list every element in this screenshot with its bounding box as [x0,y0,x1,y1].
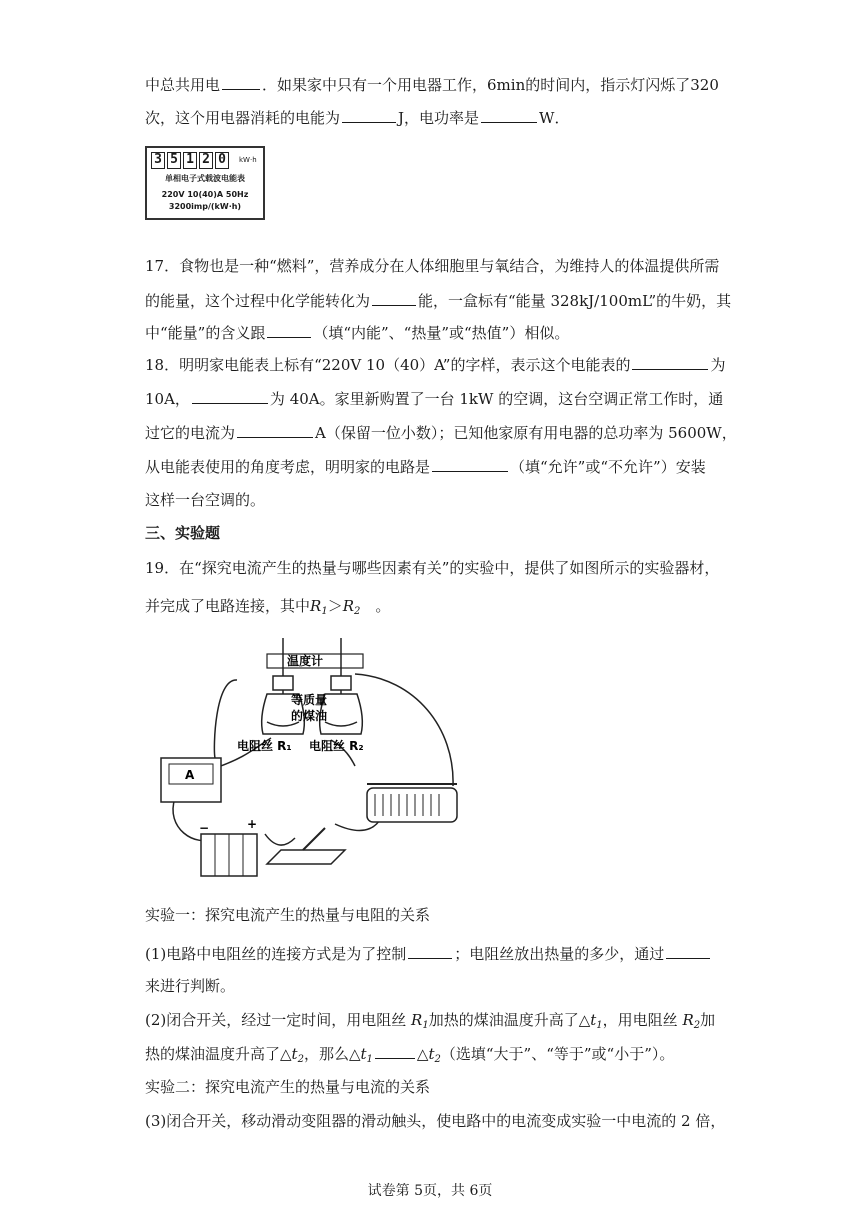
rheostat [367,784,457,822]
experiment-2-title: 实验二：探究电流产生的热量与电流的关系 [145,1078,431,1096]
q19-line-2: 并完成了电路连接，其中$R_1>R_2$ 。 [145,597,391,617]
p2-line-2: 热的煤油温度升高了$\triangle t_2$，那么$\triangle t_1$ $\triangle t_2$（选填“大于”、“等于”或“小于”）。 [145,1045,675,1065]
meter-digit: 5 [167,152,181,169]
blank [481,107,537,123]
q17-line-2: 的能量，这个过程中化学能转化为 能，一盒标有“能量 328kJ/100mL”的牛奶，其 [145,292,732,310]
blank [432,456,508,472]
meter-digits [151,152,229,169]
q16-line-1: 中总共用电 ．如果家中只有一个用电器工作，6min的时间内，指示灯闪烁了320 [145,76,719,94]
blank [372,290,416,306]
meter-digit: 3 [151,152,165,169]
q18-line-4: 从电能表使用的角度考虑，明明家的电路是 （填“允许”或“不允许”）安装 [145,458,706,476]
meter-digit: 0 [215,152,229,169]
q19-line-1: 19．在“探究电流产生的热量与哪些因素有关”的实验中，提供了如图所示的实验器材， [145,559,720,577]
blank [632,354,708,370]
battery [201,834,257,876]
experiment-1-title: 实验一：探究电流产生的热量与电阻的关系 [145,906,431,924]
meter-unit: kW·h [239,156,257,164]
q17-line-3: 中“能量”的含义跟 （填“内能”、“热量”或“热值”）相似。 [145,324,570,342]
blank [267,322,311,338]
blank [222,74,260,90]
p2-line-1: (2)闭合开关，经过一定时间，用电阻丝 $R_1$加热的煤油温度升高了$\triangle t_1$，用电阻丝 $R_2$加 [145,1011,716,1031]
blank [666,943,710,959]
ammeter [161,758,221,802]
experiment-circuit-figure [155,638,475,878]
meter-name: 单相电子式载波电能表 [165,174,245,183]
p1-line-2: 来进行判断。 [145,977,236,995]
meter-digit: 1 [183,152,197,169]
blank [192,388,268,404]
blank [408,943,452,959]
battery-minus: − [199,821,210,835]
section-heading: 三、实验题 [145,524,221,542]
blank [237,422,313,438]
energy-meter-image [145,146,265,220]
q18-line-1: 18．明明家电能表上标有“220V 10（40）A”的字样，表示这个电能表的 为 [145,356,726,374]
meter-digit: 2 [199,152,213,169]
switch [267,828,345,864]
meter-spec-1: 220V 10(40)A 50Hz [161,190,249,199]
q18-line-2: 10A， 为 40A。家里新购置了一台 1kW 的空调，这台空调正常工作时，通 [145,390,724,408]
wire-label-1: 电阻丝 R₁ [237,739,292,753]
oil-label-1: 等质量 [291,693,328,707]
wire-label-2: 电阻丝 R₂ [309,739,364,753]
meter-spec-2: 3200imp/(kW·h) [168,202,242,211]
ammeter-symbol: A [185,768,195,782]
blank [342,107,396,123]
q17-line-1: 17．食物也是一种“燃料”，营养成分在人体细胞里与氧结合，为维持人的体温提供所需 [145,257,720,275]
battery-plus: + [247,817,258,831]
blank [375,1043,415,1059]
p1-line-1: (1)电路中电阻丝的连接方式是为了控制 ；电阻丝放出热量的多少，通过 [145,943,725,964]
page-footer: 试卷第 5页，共 6页 [367,1183,493,1199]
q16-line-2: 次，这个用电器消耗的电能为 J，电功率是 W． [145,109,570,127]
oil-label-2: 的煤油 [291,709,328,723]
q18-line-3: 过它的电流为 A（保留一位小数）；已知他家原有用电器的总功率为 5600W， [145,424,737,442]
p3-line-1: (3)闭合开关，移动滑动变阻器的滑动触头，使电路中的电流变成实验一中电流的 2 倍， [145,1112,726,1130]
q18-line-5: 这样一台空调的。 [145,491,266,509]
thermometer-label: 温度计 [287,654,324,668]
